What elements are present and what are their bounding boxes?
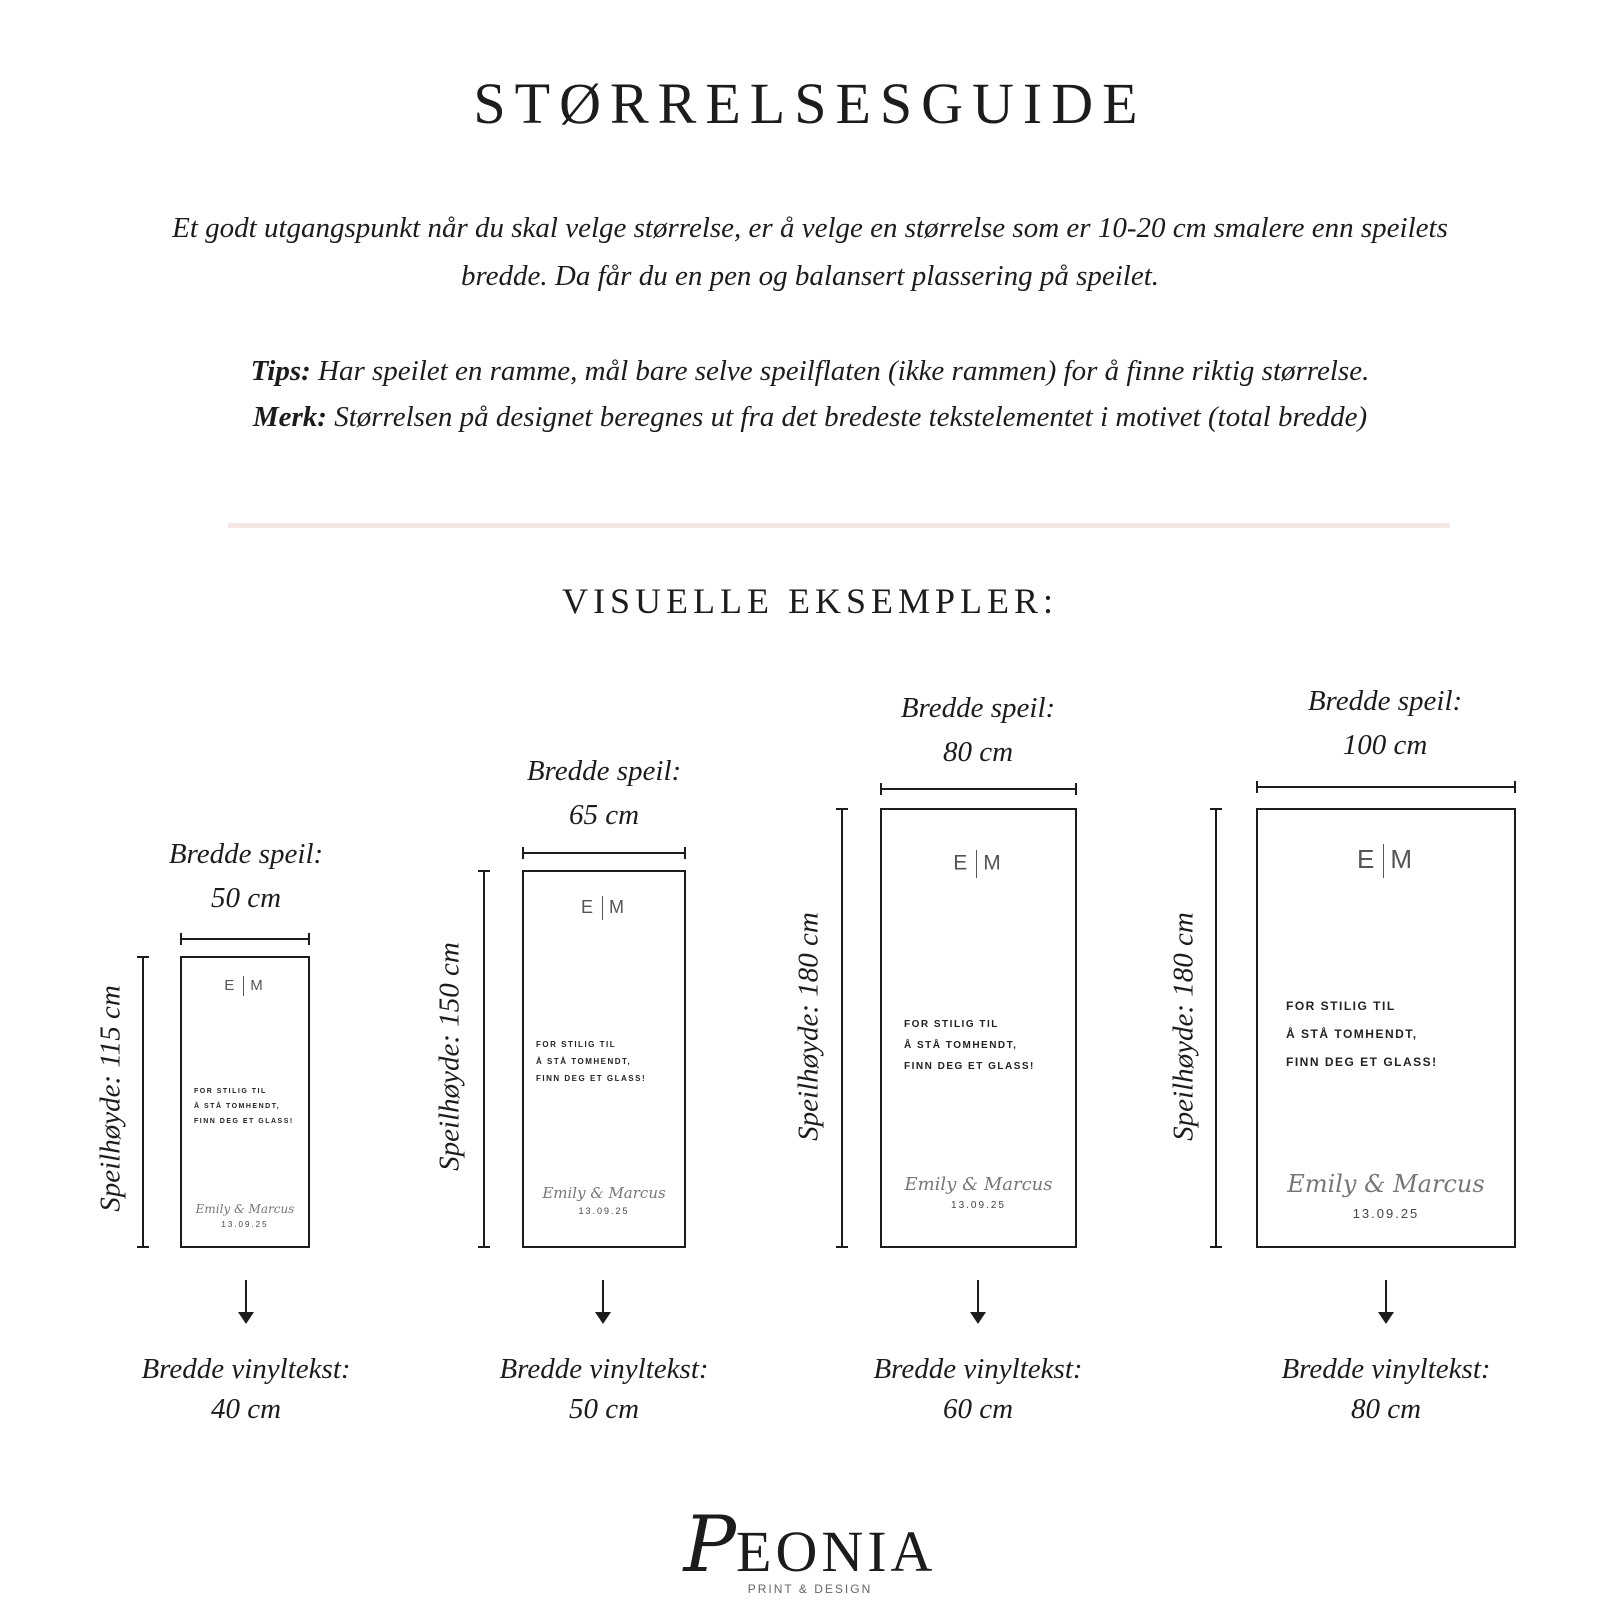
width-dimension-line [522,852,686,854]
vinyl-label-text: Bredde vinyltekst: [873,1353,1083,1385]
mirror-preview [522,870,686,1248]
width-label-text: Bredde speil: [526,755,682,787]
logo-wordmark: EONIA [736,1519,937,1584]
quote-text [904,1014,1035,1077]
quote-line: FOR STILIG TIL [1286,999,1396,1013]
mirror-width-label [1275,679,1495,767]
monogram-right: M [609,896,627,917]
vinyl-label-text: Bredde vinyltekst: [499,1353,709,1385]
width-value-text: 100 cm [1342,729,1428,761]
width-dimension-line [1256,786,1516,788]
quote-text [536,1036,646,1087]
monogram-left: E [953,851,971,875]
quote-line: FINN DEG ET GLASS! [1286,1055,1438,1069]
quote-line: Å STÅ TOMHENDT, [904,1040,1018,1051]
quote-line: FINN DEG ET GLASS! [904,1061,1035,1072]
intro-paragraph: Et godt utgangspunkt når du skal velge størrelse, er å velge en størrelse som er 10-20 cm smalere enn speilets bredde. Da får du en pen og balansert plassering på speilet. [172,212,1448,292]
vinyl-label-text: Bredde vinyltekst: [1281,1353,1491,1385]
height-dimension-line [841,808,843,1248]
monogram-left: E [224,976,238,994]
mirror-height-label: Speilhøyde: 180 cm [1167,912,1200,1141]
height-dimension-line [1215,808,1217,1248]
brand-logo [0,1500,1620,1590]
monogram-separator [243,976,244,996]
wedding-date: 13.09.25 [1352,1206,1420,1221]
width-label-text: Bredde speil: [168,838,324,870]
quote-line: FINN DEG ET GLASS! [536,1074,647,1083]
monogram-separator [976,850,977,878]
wedding-date: 13.09.25 [221,1220,269,1229]
vinyl-value-text: 80 cm [1350,1393,1422,1425]
monogram-separator [1383,844,1384,878]
page-title: STØRRELSESGUIDE [473,71,1147,136]
height-dimension-line [483,870,485,1248]
mirror-width-label [868,686,1088,774]
couple-names: Emily & Marcus [195,1202,295,1216]
quote-line: Å STÅ TOMHENDT, [194,1103,281,1110]
quote-line: Å STÅ TOMHENDT, [536,1057,632,1066]
vinyl-width-label [1266,1349,1506,1429]
monogram-separator [602,896,603,920]
width-value-text: 80 cm [942,736,1014,768]
section-divider [228,523,1450,528]
wedding-date: 13.09.25 [578,1206,630,1216]
height-dimension-line [142,956,144,1248]
width-value-text: 65 cm [568,799,640,831]
quote-line: FINN DEG ET GLASS! [194,1118,294,1125]
quote-text [1286,992,1438,1076]
vinyl-width-label [484,1349,724,1429]
quote-text [194,1084,294,1129]
quote-line: FOR STILIG TIL [904,1019,999,1030]
arrow-down-icon [977,1280,979,1322]
quote-line: FOR STILIG TIL [194,1088,267,1095]
merk-label: Merk: [252,401,327,433]
monogram-right: M [250,976,266,994]
mirror-height-label: Speilhøyde: 150 cm [433,942,466,1171]
width-label-text: Bredde speil: [1307,685,1463,717]
quote-line: Å STÅ TOMHENDT, [1286,1027,1418,1041]
vinyl-value-text: 40 cm [210,1393,282,1425]
monogram [1258,844,1514,878]
quote-line: FOR STILIG TIL [536,1040,617,1049]
vinyl-value-text: 60 cm [942,1393,1014,1425]
tips-text: Har speilet en ramme, mål bare selve speilflaten (ikke rammen) for å finne riktig størrelse. [310,355,1370,387]
monogram [182,976,308,996]
width-dimension-line [180,938,310,940]
monogram-left: E [1356,844,1378,874]
mirror-height-label: Speilhøyde: 115 cm [94,985,127,1212]
monogram [524,896,684,920]
logo-initial: P [683,1500,737,1590]
mirror-width-label [136,832,356,920]
arrow-down-icon [602,1280,604,1322]
monogram-right: M [983,851,1004,875]
arrow-down-icon [1385,1280,1387,1322]
merk-text: Størrelsen på designet beregnes ut fra det bredeste tekstelementet i motivet (total bredde) [326,401,1368,433]
monogram-right: M [1390,844,1415,874]
tips-line [160,348,1460,394]
section-subtitle: VISUELLE EKSEMPLER: [562,581,1058,621]
width-label-text: Bredde speil: [900,692,1056,724]
mirror-height-label: Speilhøyde: 180 cm [792,912,825,1141]
vinyl-width-label [126,1349,366,1429]
vinyl-width-label [858,1349,1098,1429]
tips-block [160,348,1460,440]
mirror-preview [880,808,1077,1248]
tips-label: Tips: [250,355,311,387]
couple-names: Emily & Marcus [1287,1170,1485,1198]
arrow-down-icon [245,1280,247,1322]
mirror-preview [180,956,310,1248]
monogram-left: E [580,896,596,917]
couple-names: Emily & Marcus [542,1184,666,1202]
monogram [882,850,1075,878]
vinyl-value-text: 50 cm [568,1393,640,1425]
mirror-width-label [494,749,714,837]
width-value-text: 50 cm [210,882,282,914]
vinyl-label-text: Bredde vinyltekst: [141,1353,351,1385]
mirror-preview [1256,808,1516,1248]
couple-names: Emily & Marcus [904,1174,1053,1195]
brand-tagline: PRINT & DESIGN [747,1582,873,1596]
merk-line [160,394,1460,440]
wedding-date: 13.09.25 [951,1200,1006,1211]
width-dimension-line [880,788,1077,790]
